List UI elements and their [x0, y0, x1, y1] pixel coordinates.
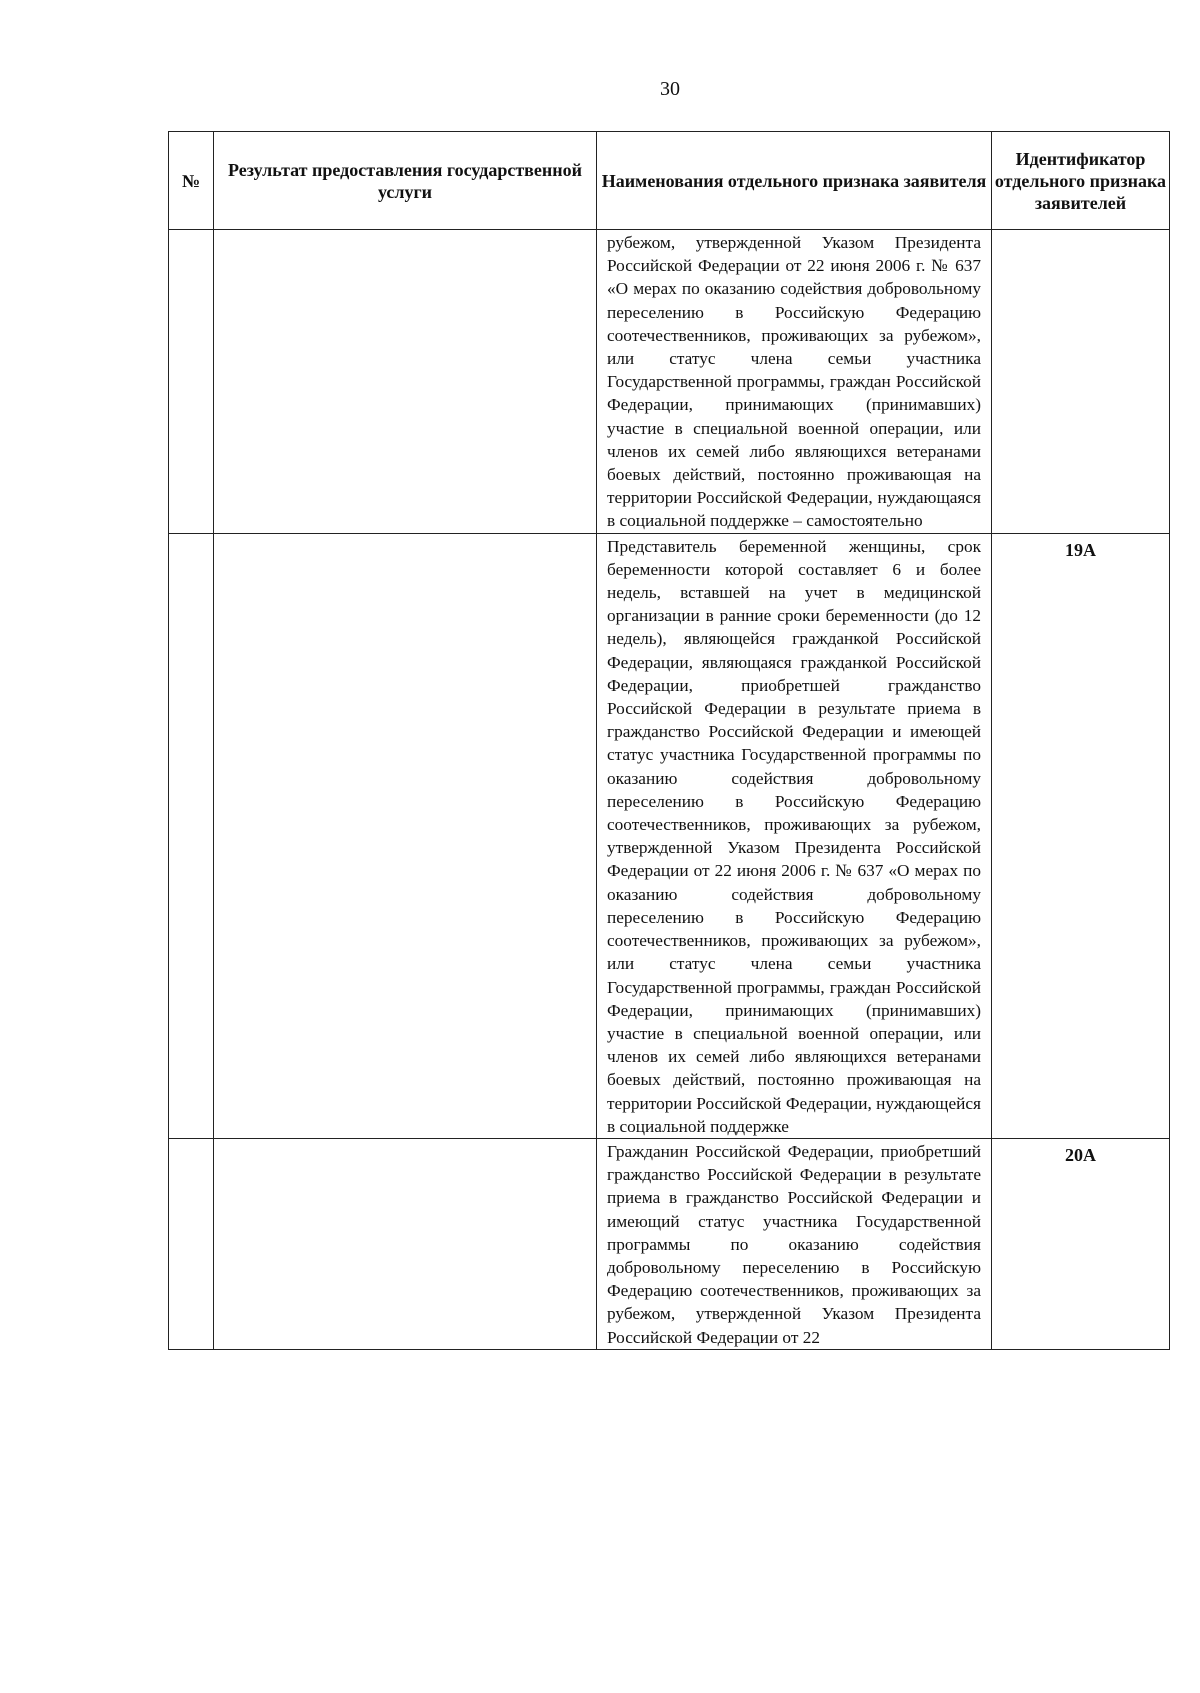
applicant-features-table: [168, 131, 1170, 1350]
header-feature-identifier: Идентификатор отдельного признака заявителей: [992, 132, 1170, 230]
cell-number: [169, 230, 214, 534]
feature-name-text: Представитель беременной женщины, срок беременности которой составляет 6 и более недель, вставшей на учет в медицинской организации в ранние сроки беременности (до 12 недель), являющейся гражданкой Российской Федерации, являющаяся гражданкой Российской Федерации, приобретшей гражданство Российской Федерации в результате приема в гражданство Российской Федерации и имеющей статус участника Государственной программы по оказанию содействия добровольному переселению в Российскую Федерацию соотечественников, проживающих за рубежом, утвержденной Указом Президента Российской Федерации от 22 июня 2006 г. № 637 «О мерах по оказанию содействия добровольному переселению в Российскую Федерацию соотечественников, проживающих за рубежом», или статус члена семьи участника Государственной программы, граждан Российской Федерации, принимающих (принимавших) участие в специальной военной операции, или членов их семей либо являющихся ветеранами боевых действий, постоянно проживающая на территории Российской Федерации, нуждающейся в социальной поддержке: [607, 536, 981, 1136]
cell-feature-id: [992, 533, 1170, 1138]
cell-result: [214, 1138, 597, 1349]
feature-id-text: 20А: [1065, 1144, 1096, 1165]
header-number: №: [169, 132, 214, 230]
feature-id-text: [992, 230, 1169, 236]
cell-feature-id: [992, 1138, 1170, 1349]
table-header-row: [169, 132, 1170, 230]
feature-name-text: Гражданин Российской Федерации, приобретший гражданство Российской Федерации в результате приема в гражданство Российской Федерации и имеющий статус участника Государственной программы по оказанию содействия добровольному переселению в Российскую Федерацию соотечественников, проживающих за рубежом, утвержденной Указом Президента Российской Федерации от 22: [607, 1141, 981, 1347]
table-row: [169, 533, 1170, 1138]
cell-number: [169, 533, 214, 1138]
cell-feature-name: [597, 1138, 992, 1349]
cell-feature-name: [597, 230, 992, 534]
cell-feature-id: [992, 230, 1170, 534]
table-row: [169, 230, 1170, 534]
cell-feature-name: [597, 533, 992, 1138]
feature-id-text: 19А: [1065, 539, 1096, 560]
table-row: [169, 1138, 1170, 1349]
cell-number: [169, 1138, 214, 1349]
cell-result: [214, 230, 597, 534]
cell-result: [214, 533, 597, 1138]
header-feature-name: Наименования отдельного признака заявителя: [597, 132, 992, 230]
page-number: 30: [660, 78, 680, 100]
feature-name-text: рубежом, утвержденной Указом Президента Российской Федерации от 22 июня 2006 г. № 637 «О мерах по оказанию содействия добровольному переселению в Российскую Федерацию соотечественников, проживающих за рубежом», или статус члена семьи участника Государственной программы, граждан Российской Федерации, принимающих (принимавших) участие в специальной военной операции, или членов их семей либо являющихся ветеранами боевых действий, постоянно проживающая на территории Российской Федерации, нуждающаяся в социальной поддержке – самостоятельно: [607, 233, 981, 531]
header-result: Результат предоставления государственной услуги: [214, 132, 597, 230]
